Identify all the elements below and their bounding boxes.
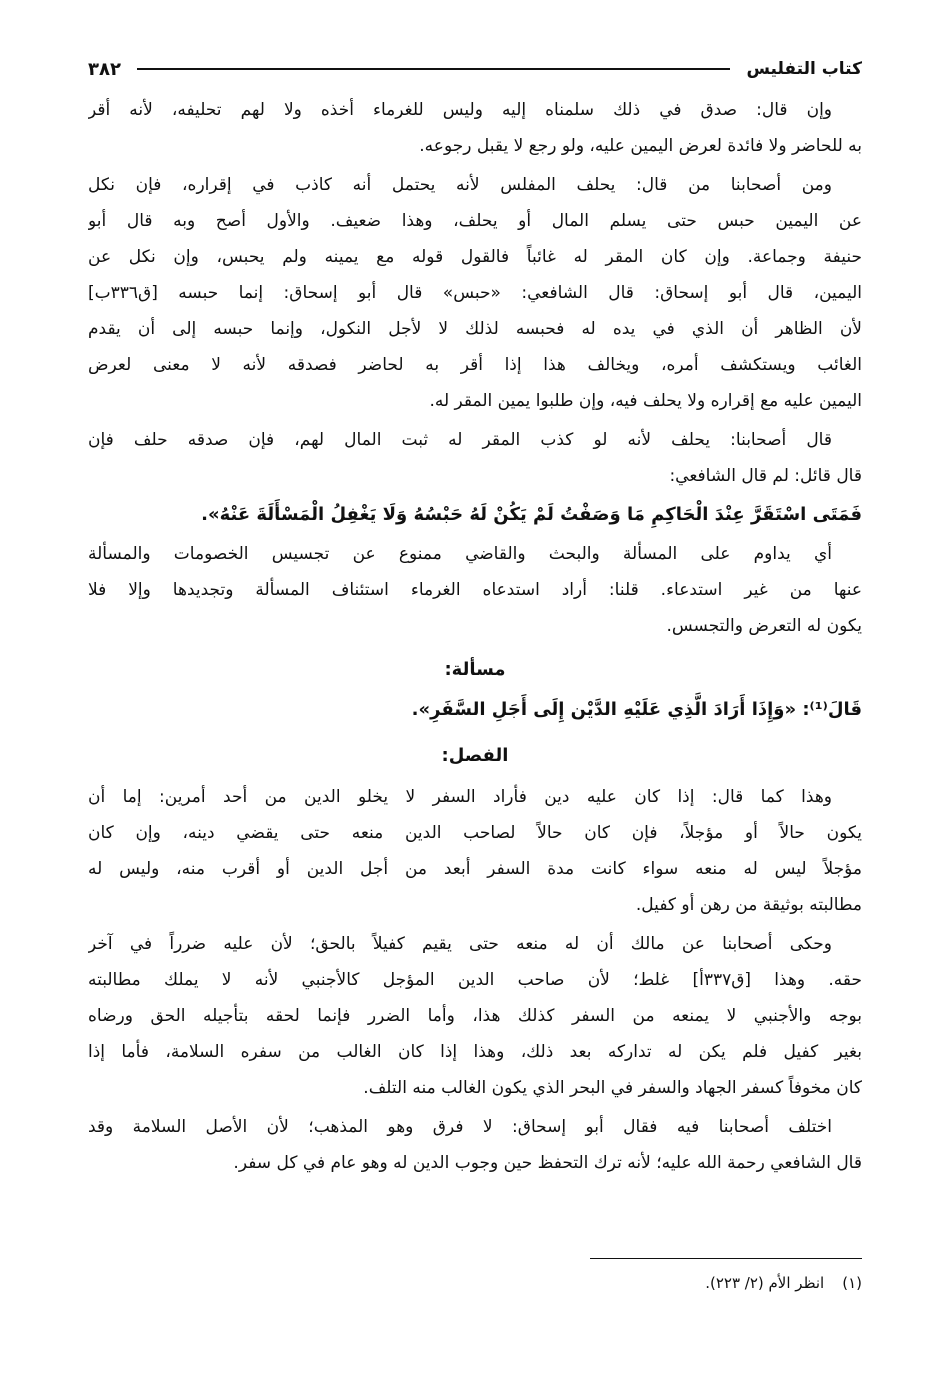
text-line: عنها من غير استدعاء. قلنا: أراد استدعاه الغرماء استئناف المسألة وتجديدها وإلا فلا: [88, 580, 862, 600]
footnote-rule: [590, 1258, 862, 1259]
text-line: قال قائل: لم قال الشافعي:: [669, 466, 862, 486]
text-line: الغائب ويستكشف أمره، ويخالف هذا إذا أقر به لحاضر فصدقه لأنه لا معنى لعرض: [88, 355, 862, 375]
text-line: اختلف أصحابنا فيه فقال أبو إسحاق: لا فرق وهو المذهب؛ لأن الأصل السلامة وقد: [88, 1117, 832, 1137]
paragraph: [88, 926, 862, 1106]
quoted-text: [88, 497, 862, 533]
text-line: به للحاضر ولا فائدة لعرض اليمين عليه، ولو رجع لا يقبل رجوعه.: [419, 136, 862, 156]
text-line: بغير كفيل فلم يكن له تداركه بعد ذلك، وهذا إذا كان الغالب من سفره السلامة، فأما إذا: [88, 1042, 862, 1062]
paragraph: [88, 536, 862, 644]
paragraph-group-1: [88, 92, 862, 644]
text-line: لأن الظاهر أن الذي في يده له فحبسه لذلك لا لأجل النكول، وإنما حبسه إلى أن يقدم: [88, 319, 862, 339]
issue-heading: مسألة:: [444, 659, 506, 680]
paragraph-group-2: [88, 779, 862, 1181]
text-line: وإن قال: صدق في ذلك سلمناه إليه وليس للغرماء أخذه ولا لهم تحليفه، لأنه أقر: [88, 100, 832, 120]
text-line: يكون حالاً أو مؤجلاً، فإن كان حالاً لصاحب الدين منعه حتى يقضي دينه، وإن كان: [88, 823, 862, 843]
text-line: اليمين عليه مع إقراره ولا يحلف فيه، وإن طلبوا يمين المقر له.: [429, 391, 862, 411]
text-line: بوجه والأجنبي لا يمنعه من السفر كذلك هذا، وأما الضرر فإنما لحقه بتأجيله الحق ورضاه: [88, 1006, 862, 1026]
running-title: كتاب التفليس: [746, 59, 862, 79]
header-rule: [137, 68, 731, 70]
matn-quote: قَالَ⁽¹⁾: «وَإِذَا أَرَادَ الَّذِي عَلَيْهِ الدَّيْن إِلَى أَجَلِ السَّفَرِ».: [411, 699, 862, 720]
page-number: ٣٨٢: [88, 58, 121, 80]
text-line: قال الشافعي رحمة الله عليه؛ لأنه ترك التحفظ حين وجوب الدين له وهو عام في كل سفر.: [233, 1153, 862, 1173]
text-line: أي يداوم على المسألة والبحث والقاضي ممنوع عن تجسيس الخصومات والمسألة: [88, 544, 832, 564]
text-line: حقه. وهذا [ق٣٣٧أ] غلط؛ لأن صاحب الدين المؤجل كالأجنبي لأنه لا يملك مطالبته: [88, 970, 862, 990]
text-line: فَمَتَى اسْتَقَرَّ عِنْدَ الْحَاكِمِ مَا وَصَفْتُ لَمْ يَكُنْ لَهُ حَبْسُهُ وَلَا يَغْفِلُ الْمَسْأَلَةَ عَنْهُ».: [201, 504, 862, 525]
text-line: مؤجلاً ليس له منعه سواء كانت مدة السفر أبعد من أجل الدين أو أقرب منه، وليس له: [88, 859, 862, 879]
text-line: عن اليمين حبس حتى يسلم المال أو يحلف، وهذا ضعيف. والأول أصح وبه قال أبو: [88, 211, 862, 231]
book-page: [88, 52, 862, 1181]
footnote-text: انظر الأم (٢/ ٢٢٣).: [705, 1274, 825, 1292]
footnote: [705, 1274, 862, 1292]
page-header: [88, 52, 862, 86]
text-line: يكون له التعرض والتجسس.: [666, 616, 862, 636]
paragraph: [88, 167, 862, 419]
text-line: مطالبته بوثيقة من رهن أو كفيل.: [635, 895, 862, 915]
section-heading: الفصل:: [441, 745, 509, 766]
paragraph: [88, 422, 862, 494]
page-body: [88, 92, 862, 1181]
footnote-marker: (١): [842, 1274, 862, 1292]
text-line: وحكى أصحابنا عن مالك أن له منعه حتى يقيم كفيلاً بالحق؛ لأن عليه ضرراً في آخر: [88, 934, 832, 954]
paragraph: [88, 92, 862, 164]
text-line: ومن أصحابنا من قال: يحلف المفلس لأنه يحتمل أنه كاذب في إقراره، فإن نكل: [88, 175, 832, 195]
paragraph: [88, 779, 862, 923]
text-line: قال أصحابنا: يحلف لأنه لو كذب المقر له ثبت المال لهم، فإن صدقه حلف فإن: [88, 430, 832, 450]
text-line: وهذا كما قال: إذا كان عليه دين فأراد السفر لا يخلو الدين من أحد أمرين: إما أن: [88, 787, 832, 807]
text-line: حنيفة وجماعة. وإن كان المقر له غائباً فالقول قوله مع يمينه ولم يحبس، وإن نكل عن: [88, 247, 862, 267]
text-line: اليمين، قال أبو إسحاق: قال الشافعي: «حبس» قال أبو إسحاق: إنما حبسه [ق٣٣٦ب]: [88, 283, 862, 303]
paragraph: [88, 1109, 862, 1181]
text-line: كان مخوفاً كسفر الجهاد والسفر في البحر الذي يكون الغالب منه التلف.: [363, 1078, 862, 1098]
